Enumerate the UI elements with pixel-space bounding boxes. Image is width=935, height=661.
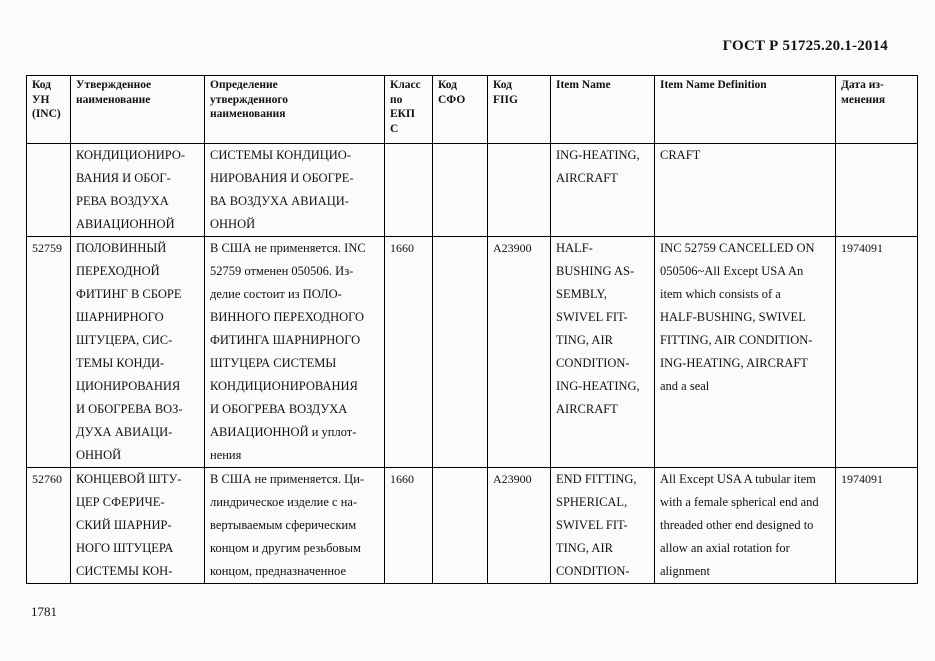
table-row — [27, 237, 918, 468]
cell-inc — [27, 144, 71, 237]
cell-class — [385, 144, 433, 237]
table-row — [27, 144, 918, 237]
cell-inc: 52759 — [27, 237, 71, 468]
cell-item-name: ING-HEATING, AIRCRAFT — [551, 144, 655, 237]
cell-change-date: 1974091 — [836, 468, 918, 584]
cell-item-name-definition: CRAFT — [655, 144, 836, 237]
cell-change-date — [836, 144, 918, 237]
cell-sfo — [433, 237, 488, 468]
cell-approved-name: КОНЦЕВОЙ ШТУ- ЦЕР СФЕРИЧЕ- СКИЙ ШАРНИР- НОГО ШТУЦЕРА СИСТЕМЫ КОН- — [71, 468, 205, 584]
cell-approved-name: КОНДИЦИОНИРО- ВАНИЯ И ОБОГ- РЕВА ВОЗДУХА АВИАЦИОННОЙ — [71, 144, 205, 237]
col-header-sfo: Код СФО — [433, 76, 488, 144]
col-header-item-name: Item Name — [551, 76, 655, 144]
catalog-table — [26, 75, 918, 584]
cell-fiig: A23900 — [488, 237, 551, 468]
col-header-approved-name: Утвержденное наименование — [71, 76, 205, 144]
col-header-change-date: Дата из- менения — [836, 76, 918, 144]
page-number: 1781 — [31, 604, 57, 619]
document-code: ГОСТ Р 51725.20.1-2014 — [722, 38, 888, 54]
cell-definition: В США не применяется. Ци- линдрическое изделие с на- вертываемым сферическим концом и другим резьбовым концом, предназначенное — [205, 468, 385, 584]
cell-definition: СИСТЕМЫ КОНДИЦИО- НИРОВАНИЯ И ОБОГРЕ- ВА ВОЗДУХА АВИАЦИ- ОННОЙ — [205, 144, 385, 237]
col-header-definition: Определение утвержденного наименования — [205, 76, 385, 144]
cell-class: 1660 — [385, 468, 433, 584]
cell-inc: 52760 — [27, 468, 71, 584]
cell-item-name: HALF- BUSHING AS- SEMBLY, SWIVEL FIT- TING, AIR CONDITION- ING-HEATING, AIRCRAFT — [551, 237, 655, 468]
cell-sfo — [433, 468, 488, 584]
cell-item-name-definition: INC 52759 CANCELLED ON 050506~All Except USA An item which consists of a HALF-BUSHING, SWIVEL FITTING, AIR CONDITION- ING-HEATING, AIRCRAFT and a seal — [655, 237, 836, 468]
cell-fiig — [488, 144, 551, 237]
cell-sfo — [433, 144, 488, 237]
cell-definition: В США не применяется. INC 52759 отменен 050506. Из- делие состоит из ПОЛО- ВИННОГО ПЕРЕХОДНОГО ФИТИНГА ШАРНИРНОГО ШТУЦЕРА СИСТЕМЫ КОНДИЦИОНИРОВАНИЯ И ОБОГРЕВА ВОЗДУХА АВИАЦИОННОЙ и уплот- нения — [205, 237, 385, 468]
col-header-inc: Код УН (INC) — [27, 76, 71, 144]
cell-change-date: 1974091 — [836, 237, 918, 468]
cell-class: 1660 — [385, 237, 433, 468]
cell-item-name: END FITTING, SPHERICAL, SWIVEL FIT- TING, AIR CONDITION- — [551, 468, 655, 584]
col-header-item-name-definition: Item Name Definition — [655, 76, 836, 144]
cell-item-name-definition: All Except USA A tubular item with a female spherical end and threaded other end designed to allow an axial rotation for alignment — [655, 468, 836, 584]
col-header-class: Класс по ЕКП С — [385, 76, 433, 144]
cell-approved-name: ПОЛОВИННЫЙ ПЕРЕХОДНОЙ ФИТИНГ В СБОРЕ ШАРНИРНОГО ШТУЦЕРА, СИС- ТЕМЫ КОНДИ- ЦИОНИРОВАНИЯ И ОБОГРЕВА ВОЗ- ДУХА АВИАЦИ- ОННОЙ — [71, 237, 205, 468]
col-header-fiig: Код FIIG — [488, 76, 551, 144]
table-header-row — [27, 76, 918, 144]
cell-fiig: A23900 — [488, 468, 551, 584]
table-row — [27, 468, 918, 584]
